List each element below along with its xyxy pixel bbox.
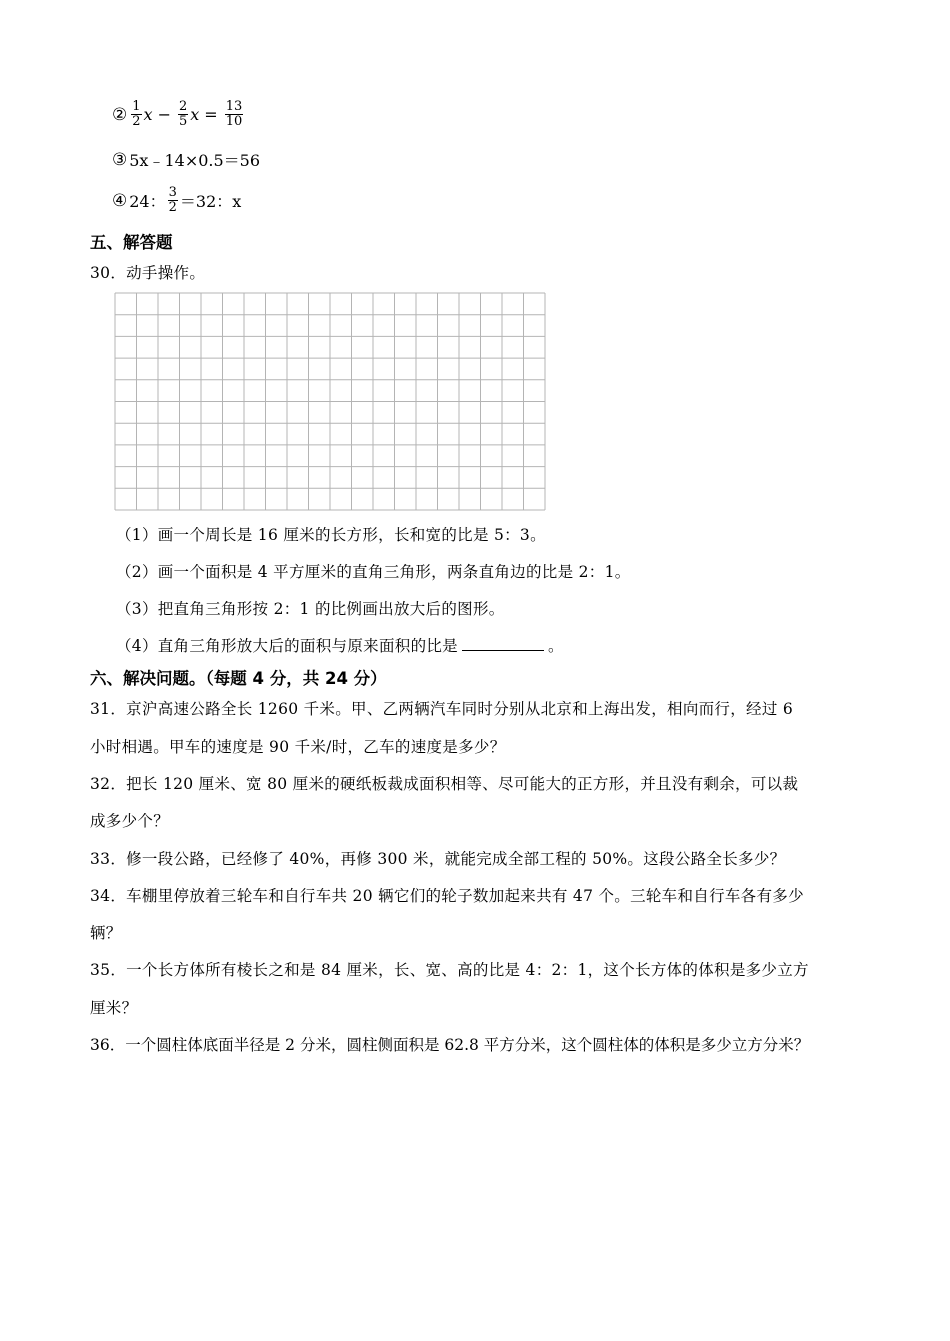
minus-sign: − bbox=[157, 105, 171, 124]
question-30-title: 30．动手操作。 bbox=[90, 264, 206, 282]
question-30-sub-4-end: 。 bbox=[547, 637, 564, 655]
question-34-line-2: 辆？ bbox=[90, 924, 122, 942]
equation-4-post: ＝32：x bbox=[179, 192, 242, 211]
equation-4-pre: 24： bbox=[129, 192, 166, 211]
question-30-sub-1: （1）画一个周长是 16 厘米的长方形，长和宽的比是 5：3。 bbox=[116, 526, 546, 544]
fraction-1-2: $\frac{1}{2}$ bbox=[132, 99, 141, 129]
answer-blank[interactable] bbox=[462, 636, 544, 651]
fraction-13-10: $\frac{13}{10}$ bbox=[225, 99, 243, 129]
variable-x: x bbox=[190, 105, 200, 124]
section-6-title: 六、解决问题。（每题 4 分，共 24 分） bbox=[90, 669, 387, 688]
question-34-line-1: 34．车棚里停放着三轮车和自行车共 20 辆它们的轮子数加起来共有 47 个。三轮车和自行车各有多少 bbox=[90, 887, 804, 905]
question-32-line-1: 32．把长 120 厘米、宽 80 厘米的硬纸板裁成面积相等、尽可能大的正方形，并且没有剩余，可以裁 bbox=[90, 775, 799, 793]
question-33-line-1: 33．修一段公路，已经修了 40%，再修 300 米，就能完成全部工程的 50%。这段公路全长多少？ bbox=[90, 850, 786, 868]
question-35-line-1: 35．一个长方体所有棱长之和是 84 厘米，长、宽、高的比是 4：2：1，这个长方体的体积是多少立方 bbox=[90, 961, 809, 979]
question-31-line-2: 小时相遇。甲车的速度是 90 千米/时，乙车的速度是多少？ bbox=[90, 738, 506, 756]
question-30-sub-3: （3）把直角三角形按 2：1 的比例画出放大后的图形。 bbox=[116, 600, 505, 618]
question-36-line-1: 36．一个圆柱体底面半径是 2 分米，圆柱侧面积是 62.8 平方分米，这个圆柱体的体积是多少立方分米？ bbox=[90, 1036, 810, 1054]
question-35-line-2: 厘米？ bbox=[90, 999, 138, 1017]
section-5-title: 五、解答题 bbox=[90, 233, 173, 252]
equals-sign: = bbox=[204, 105, 218, 124]
equation-4 bbox=[112, 186, 241, 215]
equation-2 bbox=[112, 100, 245, 129]
equation-3 bbox=[112, 148, 260, 171]
equation-3-text: 5x﹣14×0.5＝56 bbox=[129, 151, 261, 170]
item-marker-3: ③ bbox=[112, 149, 128, 170]
grid-paper bbox=[114, 292, 546, 511]
variable-x: x bbox=[143, 105, 153, 124]
question-30-sub-4-text: （4）直角三角形放大后的面积与原来面积的比是 bbox=[116, 637, 458, 655]
fraction-3-2: $\frac{3}{2}$ bbox=[168, 185, 177, 215]
question-32-line-2: 成多少个？ bbox=[90, 812, 170, 830]
question-30-sub-4 bbox=[116, 634, 564, 656]
question-30-sub-2: （2）画一个面积是 4 平方厘米的直角三角形，两条直角边的比是 2：1。 bbox=[116, 563, 631, 581]
fraction-2-5: $\frac{2}{5}$ bbox=[178, 99, 188, 129]
item-marker-2: ② bbox=[112, 104, 128, 125]
question-31-line-1: 31．京沪高速公路全长 1260 千米。甲、乙两辆汽车同时分别从北京和上海出发，相向而行，经过 6 bbox=[90, 700, 794, 718]
item-marker-4: ④ bbox=[112, 190, 128, 211]
